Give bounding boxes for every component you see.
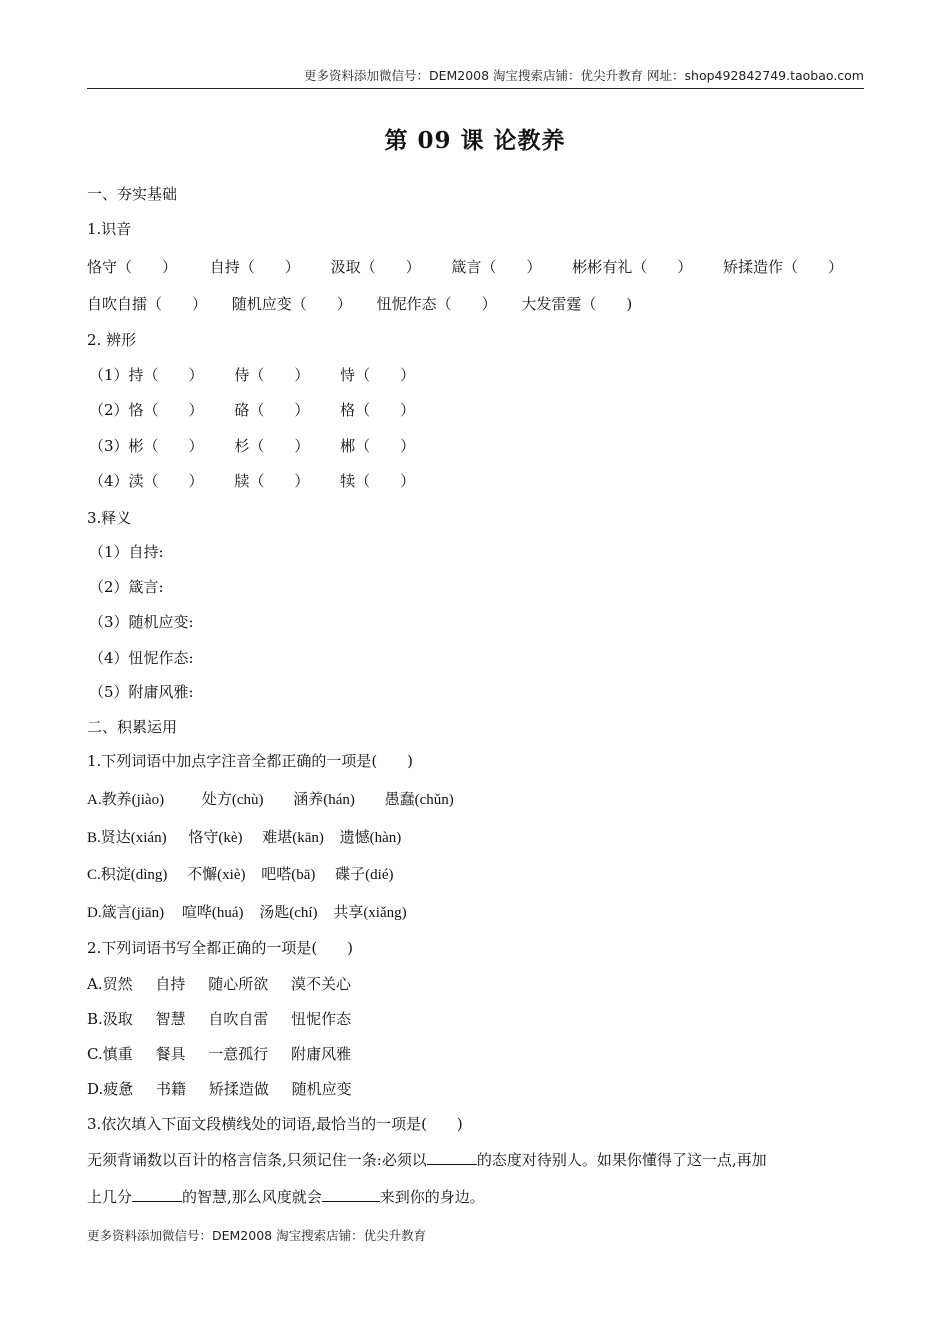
option-item: A.教养(jiào) [87,792,165,808]
word-item: 箴言（ ） [451,258,542,276]
option-item: 随机应变 [291,1080,352,1098]
word-item: 随机应变（ ） [231,295,352,313]
word-item: 自吹自擂（ ） [87,295,208,313]
question-label-识音: 1.识音 [87,220,132,238]
shape-item: （4）渎（ ） [89,472,204,490]
question-label-辨形: 2. 辨形 [87,331,137,349]
option-item: 处方(chù) [201,792,264,808]
option-item: A.贸然 [87,975,133,993]
option-item: 不懈(xiè) [187,867,246,883]
shape-item: 杉（ ） [234,437,310,455]
option-item: 漠不关心 [290,975,351,993]
option-item: 共享(xiǎng) [333,905,407,921]
passage-line-2 [87,1185,485,1208]
option-item: 矫揉造做 [208,1080,269,1098]
question-stem-3: 3.依次填入下面文段横线处的词语,最恰当的一项是( ) [87,1115,463,1133]
word-item: 汲取（ ） [330,258,421,276]
word-item: 彬彬有礼（ ） [572,258,693,276]
word-item: 自持（ ） [209,258,300,276]
option-item: 喧哗(huá) [181,905,244,921]
option-item: D.疲惫 [87,1080,134,1098]
word-item: 恪守（ ） [87,258,178,276]
page-header: 更多资料添加微信号：DEM2008 淘宝搜索店铺：优尖升教育 网址：shop492842749.taobao.com [87,66,864,89]
shape-item: 侍（ ） [234,366,310,384]
passage-text: 上几分 [87,1188,133,1206]
option-item: 附庸风雅 [291,1045,352,1063]
definition-item: （3）随机应变: [89,613,194,631]
word-item: 矫揉造作（ ） [722,258,843,276]
option-item: 自持 [155,975,186,993]
passage-text: 来到你的身边。 [379,1188,485,1206]
option-item: 忸怩作态 [291,1010,352,1028]
option-item: D.箴言(jiān) [87,905,165,921]
shape-row-2 [89,399,415,421]
definition-item: （1）自持: [89,543,164,561]
option-item: 恪守(kè) [188,830,243,846]
shape-item: 硌（ ） [234,401,310,419]
shape-item: 恃（ ） [340,366,416,384]
option-item: 餐具 [155,1045,186,1063]
option-row-A [87,789,454,811]
option-item: 遗憾(hàn) [339,830,402,846]
option-item: 碟子(dié) [335,867,394,883]
option-item: 一意孤行 [208,1045,269,1063]
option-item: B.贤达(xián) [87,830,167,846]
pronunciation-row-1 [87,256,843,278]
shape-item: （3）彬（ ） [89,437,204,455]
page-footer: 更多资料添加微信号：DEM2008 淘宝搜索店铺：优尖升教育 [87,1228,427,1243]
shape-item: 犊（ ） [340,472,416,490]
option-item: 汤匙(chí) [259,905,318,921]
page-title: 第 09 课 论教养 [384,127,566,154]
word-item: 大发雷霆（ ) [521,295,633,313]
question-stem-1: 1.下列词语中加点字注音全都正确的一项是( ) [87,752,414,770]
passage-text: 的智慧,那么风度就会 [182,1188,322,1206]
passage-text: 无须背诵数以百计的格言信条,只须记住一条:必须以 [87,1151,427,1169]
option-item: 书籍 [156,1080,187,1098]
option-row-A [87,973,351,995]
shape-item: 牍（ ） [234,472,310,490]
fill-blank [132,1185,182,1202]
shape-item: （2）恪（ ） [89,401,204,419]
passage-text: 的态度对待别人。如果你懂得了这一点,再加 [476,1151,767,1169]
shape-row-4 [89,470,415,492]
definition-item: （5）附庸风雅: [89,683,194,701]
section-heading-2: 二、积累运用 [87,718,178,736]
option-row-B [87,1008,351,1030]
question-label-释义: 3.释义 [87,509,132,527]
option-item: C.慎重 [87,1045,133,1063]
definition-item: （2）箴言: [89,578,164,596]
shape-row-3 [89,435,415,457]
option-item: B.汲取 [87,1010,133,1028]
option-item: 随心所欲 [208,975,269,993]
fill-blank [322,1185,380,1202]
shape-item: 格（ ） [340,401,416,419]
option-item: 难堪(kān) [262,830,324,846]
option-item: 吧嗒(bā) [261,867,316,883]
word-item: 忸怩作态（ ） [376,295,497,313]
shape-item: 郴（ ） [340,437,416,455]
option-row-D [87,1078,352,1100]
option-row-B [87,827,401,849]
option-item: 涵养(hán) [293,792,355,808]
fill-blank [427,1148,477,1165]
pronunciation-row-2 [87,293,632,315]
passage-line-1 [87,1148,767,1171]
option-row-C [87,864,393,886]
question-stem-2: 2.下列词语书写全都正确的一项是( ) [87,939,354,957]
shape-item: （1）持（ ） [89,366,204,384]
option-row-D [87,902,407,924]
option-item: 愚蠢(chǔn) [384,792,454,808]
shape-row-1 [89,364,415,386]
definition-item: （4）忸怩作态: [89,649,194,667]
option-row-C [87,1043,351,1065]
option-item: 自吹自雷 [208,1010,269,1028]
option-item: 智慧 [155,1010,186,1028]
option-item: C.积淀(dìng) [87,867,168,883]
section-heading-1: 一、夯实基础 [87,185,178,203]
